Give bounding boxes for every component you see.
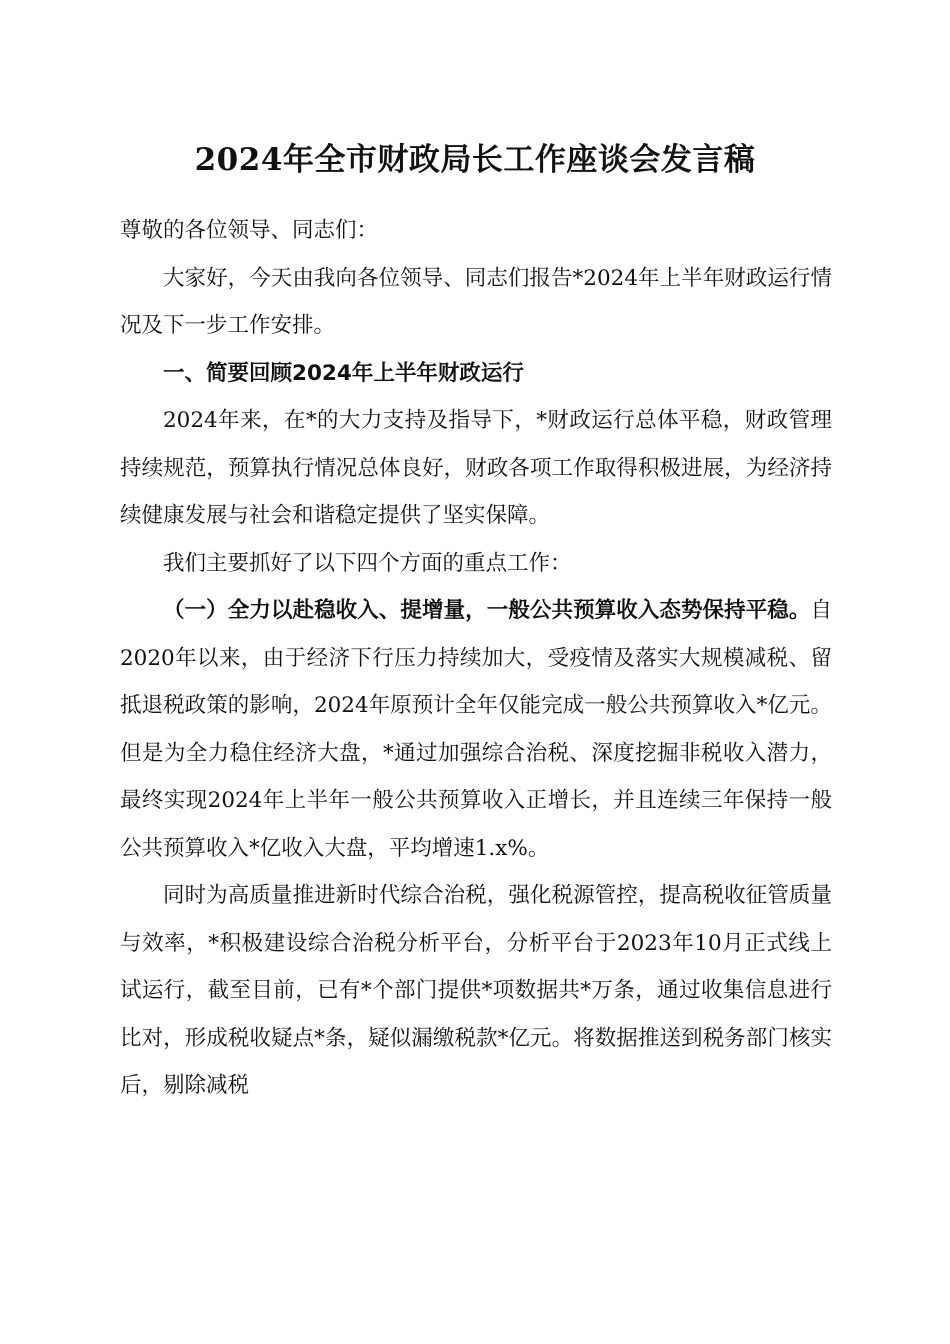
paragraph-tax-platform: 同时为高质量推进新时代综合治税，强化税源管控，提高税收征管质量与效率，*积极建设综合治税分析平台，分析平台于2023年10月正式线上试运行，截至目前，已有*个部门提供*项数据共*万条，通过收集信息进行比对，形成税收疑点*条，疑似漏缴税款*亿元。将数据推送到税务部门核实后，剔除减税 bbox=[120, 883, 832, 1098]
subsection-heading: （一）全力以赴稳收入、提增量，一般公共预算收入态势保持平稳。 bbox=[163, 598, 811, 623]
intro-paragraph: 大家好，今天由我向各位领导、同志们报告*2024年上半年财政运行情况及下一步工作安排。 bbox=[120, 265, 832, 338]
salutation: 尊敬的各位领导、同志们： bbox=[120, 218, 379, 243]
subsection-paragraph bbox=[120, 587, 832, 872]
section-heading: 一、简要回顾2024年上半年财政运行 bbox=[163, 360, 524, 386]
document-title: 2024年全市财政局长工作座谈会发言稿 bbox=[194, 142, 756, 178]
paragraph-key-work: 我们主要抓好了以下四个方面的重点工作： bbox=[163, 550, 572, 576]
paragraph-overview: 2024年来，在*的大力支持及指导下，*财政运行总体平稳，财政管理持续规范，预算执行情况总体良好，财政各项工作取得积极进展，为经济持续健康发展与社会和谐稳定提供了坚实保障。 bbox=[120, 408, 832, 528]
subsection-body: 自2020年以来，由于经济下行压力持续加大，受疫情及落实大规模减税、留抵退税政策的影响，2024年原预计全年仅能完成一般公共预算收入*亿元。但是为全力稳住经济大盘，*通过加强综合治税、深度挖掘非税收入潜力，最终实现2024年上半年一般公共预算收入正增长，并且连续三年保持一般公共预算收入*亿收入大盘，平均增速1.x%。 bbox=[120, 598, 832, 861]
document-body bbox=[120, 207, 832, 1110]
